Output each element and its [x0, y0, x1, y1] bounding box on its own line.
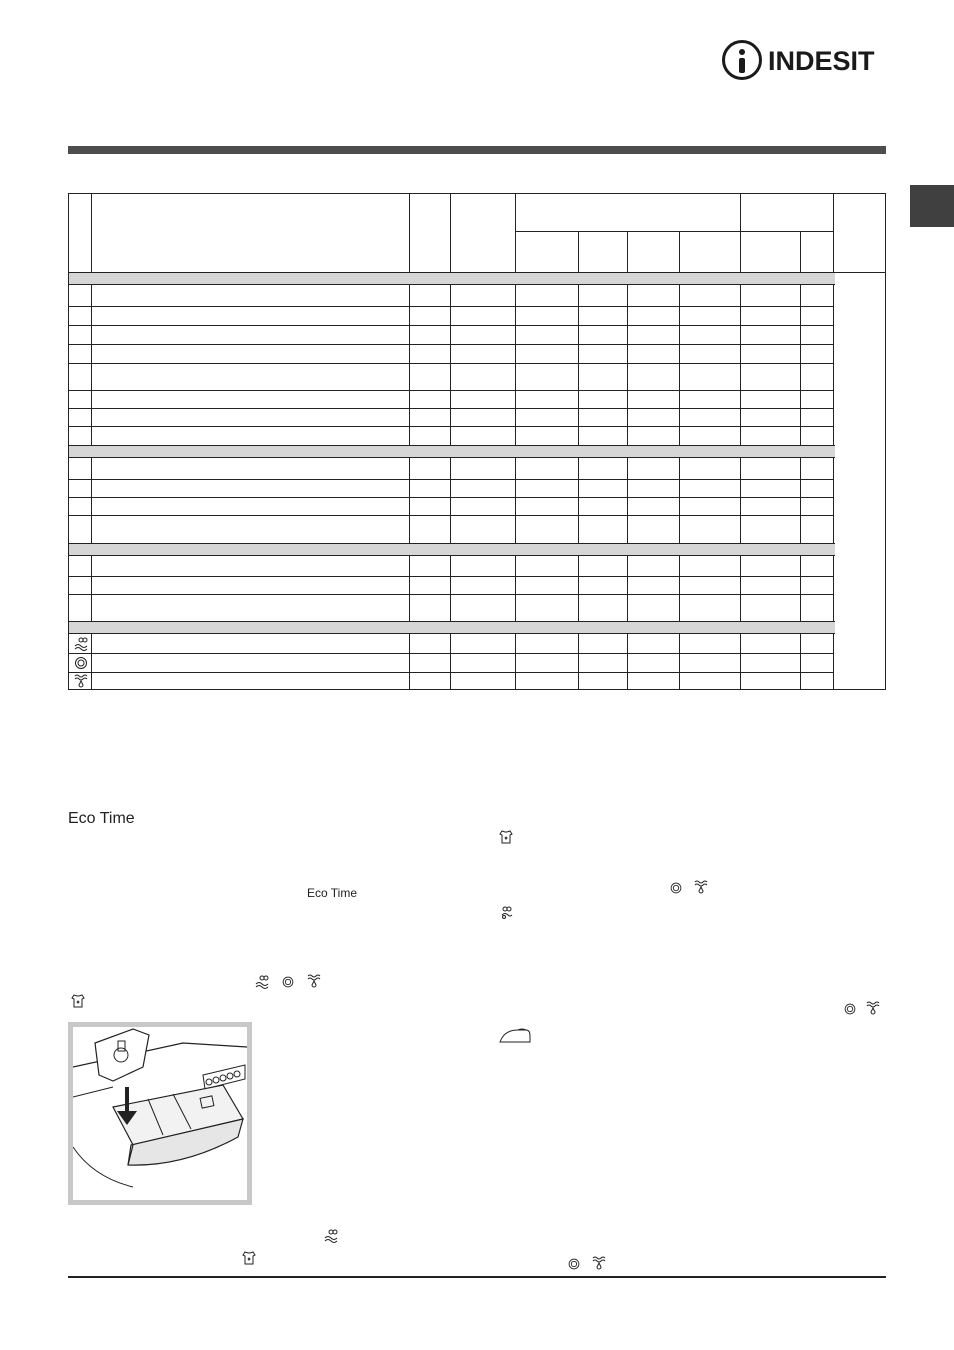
drain-icon — [305, 972, 323, 990]
row-line — [69, 672, 833, 673]
group-band — [69, 543, 835, 556]
row-line — [69, 576, 833, 577]
spin-icon — [280, 974, 296, 990]
group-band — [69, 621, 835, 634]
shirt-icon — [498, 829, 514, 845]
column-divider — [833, 194, 834, 689]
row-line — [69, 497, 833, 498]
logo-mark-icon — [722, 40, 762, 80]
column-divider — [91, 194, 92, 689]
row-line — [69, 390, 833, 391]
detergent-drawer-illustration — [68, 1022, 252, 1205]
row-line — [69, 479, 833, 480]
row-line — [69, 594, 833, 595]
column-divider — [515, 194, 516, 689]
row-line — [69, 363, 833, 364]
drain-icon — [590, 1254, 608, 1272]
rinse-icon — [253, 974, 271, 990]
drawer-drawing — [73, 1027, 247, 1200]
spin-icon — [842, 1001, 858, 1017]
group-band — [69, 445, 835, 458]
rinse-icon — [72, 637, 90, 651]
footer-rule — [68, 1276, 886, 1278]
language-tab — [910, 185, 954, 227]
shirt-icon — [241, 1250, 257, 1266]
stain-icon — [498, 905, 516, 921]
header-subdivider — [515, 231, 833, 232]
group-band — [69, 272, 835, 285]
rinse-icon — [322, 1228, 340, 1244]
row-line — [69, 325, 833, 326]
row-line — [69, 306, 833, 307]
row-line — [69, 344, 833, 345]
row-line — [69, 408, 833, 409]
drain-icon — [692, 878, 710, 896]
programme-table — [68, 193, 886, 690]
column-divider — [740, 194, 741, 689]
column-divider — [450, 194, 451, 689]
drain-icon — [864, 999, 882, 1017]
shirt-icon — [70, 993, 86, 1009]
header-bar — [68, 146, 886, 154]
spin-icon — [72, 656, 90, 670]
ecotime-label: Eco Time — [68, 810, 135, 827]
column-divider — [409, 194, 410, 689]
row-line — [69, 653, 833, 654]
row-line — [69, 426, 833, 427]
spin-icon — [668, 880, 684, 896]
iron-icon — [498, 1027, 534, 1045]
row-line — [69, 515, 833, 516]
ecotime-label-small: Eco Time — [307, 886, 358, 900]
brand-logo — [722, 40, 888, 86]
spin-icon — [566, 1256, 582, 1272]
logo-wordmark: INDESIT — [768, 46, 875, 76]
drain-icon — [72, 674, 90, 688]
